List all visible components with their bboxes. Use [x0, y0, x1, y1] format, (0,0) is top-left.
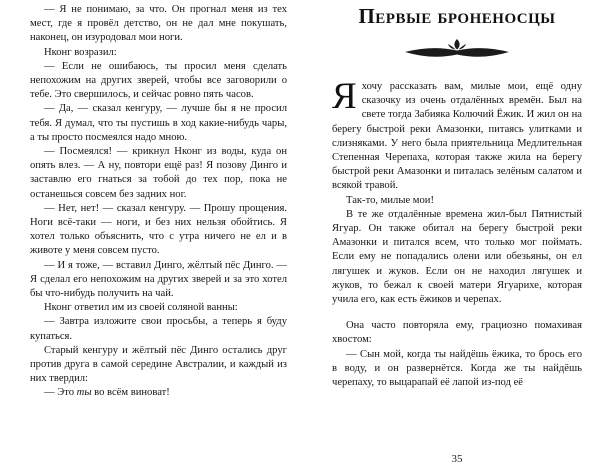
- paragraph: — Да, — сказал кенгуру, — лучше бы я не просил тебя. Я думал, что ты пустишь в ход какие-нибудь чары, а ты просто посмеялся надо мною.: [30, 103, 287, 143]
- paragraph: Старый кенгуру и жёлтый пёс Динго остались друг против друга в самой середине Австралии, и каждый из них твердил:: [30, 344, 287, 385]
- paragraph: — Завтра изложите свои просьбы, а теперь я буду купаться.: [30, 316, 287, 342]
- right-page-text: [332, 80, 582, 390]
- paragraph: — И я тоже, — вставил Динго, жёлтый пёс Динго. — Я сделал его непохожим на других зверей и за это хотел бы что-нибудь получить на чай.: [30, 259, 287, 300]
- chapter-title: Первые броненосцы: [358, 4, 556, 28]
- chapter-ornament-icon: [402, 38, 512, 65]
- page-number: 35: [451, 453, 463, 465]
- drop-cap: Я: [332, 80, 357, 117]
- paragraph: — Нет, нет! — сказал кенгуру. — Прошу прощения. Ноги всё-таки — ноги, и без них нельзя обойтись. Я хотел только объяснить, что с утра ничего не ел и в животе у меня совсем пусто.: [30, 202, 287, 257]
- paragraph: — Я не понимаю, за что. Он прогнал меня из тех мест, где я провёл детство, он не дал мне покушать, наконец, он изуродовал мои ноги.: [30, 4, 287, 44]
- left-page: [30, 0, 287, 475]
- paragraph: Яхочу рассказать вам, милые мои, ещё одну сказочку из очень отдалённых времён. Был на свете тогда Забияка Колючий Ёжик. И жил он на берегу быстрой реки Амазонки, питаясь улитками и слизняками. У него была приятельница Медлительная Степенная Черепаха, которая также жила на берегу быстрой реки Амазонки и питалась зелёным салатом и всякой травой.: [332, 80, 582, 192]
- paragraph: Нконг ответил им из своей соляной ванны:: [44, 302, 238, 314]
- paragraph: — Сын мой, когда ты найдёшь ёжика, то брось его в воду, и он развернётся. Когда же ты найдёшь черепаху, то выцарапай её лапой из-под её: [332, 348, 582, 389]
- paragraph: В те же отдалённые времена жил-был Пятнистый Ягуар. Он также обитал на берегу быстрой реки Амазонки и питался всем, что только мог поймать. Если ему не попадались олени или обезьяны, он ел лягушек и жуков. Если он не находил лягушек и жуков, то бежал к своей матери Ягуарихе, которая учила его, как есть ёжиков и черепах.: [332, 208, 582, 306]
- paragraph: Так-то, милые мои!: [346, 194, 434, 206]
- right-page: [332, 0, 582, 472]
- paragraph: — Если не ошибаюсь, ты просил меня сделать непохожим на других зверей, чтобы все заговорили о тебе. Это свершилось, и сейчас ровно пять часов.: [30, 60, 287, 101]
- paragraph: — Это ты во всём виноват!: [44, 387, 170, 399]
- paragraph: Она часто повторяла ему, грациозно помахивая хвостом:: [332, 320, 582, 346]
- paragraph: Нконг возразил:: [44, 46, 117, 58]
- left-page-text: [30, 3, 287, 401]
- paragraph: — Посмеялся! — крикнул Нконг из воды, куда он опять влез. — А ну, повтори ещё раз! Я позову Динго и заставлю его гнаться за тобой до тех пор, пока не останешься совсем без задних ног.: [30, 146, 287, 200]
